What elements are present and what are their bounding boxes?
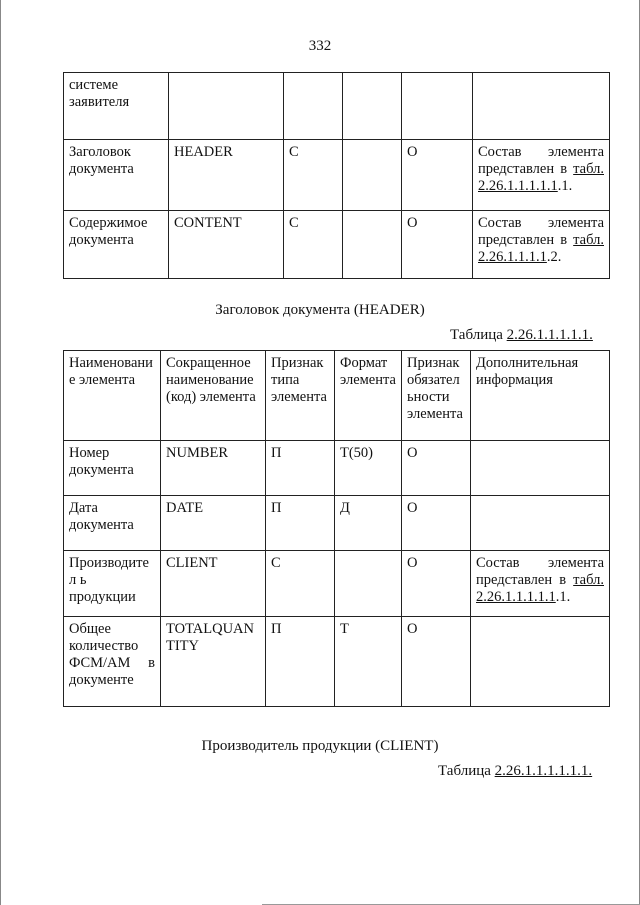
- table-row: [64, 551, 610, 617]
- element-code-cell: DATE: [161, 496, 266, 551]
- table-row: [64, 617, 610, 707]
- caption-ref: 2.26.1.1.1.1.1.1.: [494, 763, 593, 779]
- element-name-cell: системе заявителя: [64, 73, 169, 140]
- continuation-table: [63, 72, 610, 279]
- caption-prefix: Таблица: [450, 327, 507, 343]
- element-type-cell: [284, 73, 343, 140]
- element-required-cell: О: [402, 211, 473, 279]
- caption-prefix: Таблица: [438, 763, 495, 779]
- table-reference-link[interactable]: табл. 2.26.1.1.1.1.1: [478, 161, 604, 194]
- header-elements-table: [63, 350, 610, 707]
- column-header: Признак обязател ьности элемента: [402, 351, 471, 441]
- table-caption-header: [450, 327, 593, 344]
- element-required-cell: О: [402, 617, 471, 707]
- column-header: Формат элемента: [335, 351, 402, 441]
- element-info-cell: [473, 211, 610, 279]
- element-name-cell: Номер документа: [64, 441, 161, 496]
- element-code-cell: NUMBER: [161, 441, 266, 496]
- info-text: Состав элемента представлен в: [478, 144, 604, 177]
- info-suffix: .1.: [555, 589, 571, 605]
- element-info-cell: [471, 496, 610, 551]
- element-format-cell: [343, 73, 402, 140]
- element-type-cell: П: [266, 441, 335, 496]
- table-reference-link[interactable]: табл. 2.26.1.1.1.1.1: [476, 572, 604, 605]
- table-row: [64, 496, 610, 551]
- element-code-cell: [169, 73, 284, 140]
- element-info-cell: [471, 441, 610, 496]
- table-caption-client: [438, 763, 592, 780]
- element-type-cell: С: [266, 551, 335, 617]
- caption-ref: 2.26.1.1.1.1.1.: [506, 327, 593, 343]
- element-type-cell: С: [284, 211, 343, 279]
- page-left-edge: [0, 0, 1, 905]
- info-suffix: .2.: [546, 249, 562, 265]
- info-text: Состав элемента представлен в: [476, 555, 604, 588]
- element-required-cell: О: [402, 441, 471, 496]
- element-code-cell: HEADER: [169, 140, 284, 211]
- element-format-cell: Т(50): [335, 441, 402, 496]
- column-header: Наименовани е элемента: [64, 351, 161, 441]
- table-row: [64, 140, 610, 211]
- section-heading-client: Производитель продукции (CLIENT): [201, 738, 439, 754]
- element-format-cell: Т: [335, 617, 402, 707]
- element-code-cell: CONTENT: [169, 211, 284, 279]
- column-header: Сокращенное наименование (код) элемента: [161, 351, 266, 441]
- page-number: 332: [308, 38, 332, 54]
- element-required-cell: О: [402, 140, 473, 211]
- info-text: Состав элемента представлен в: [478, 215, 604, 248]
- element-info-cell: [473, 140, 610, 211]
- element-info-cell: [471, 617, 610, 707]
- element-format-cell: [335, 551, 402, 617]
- table-header-row: [64, 351, 610, 441]
- info-suffix: .1.: [557, 178, 573, 194]
- element-info-cell: [471, 551, 610, 617]
- table-reference-link[interactable]: табл. 2.26.1.1.1.1: [478, 232, 604, 265]
- element-type-cell: П: [266, 617, 335, 707]
- element-code-cell: CLIENT: [161, 551, 266, 617]
- element-code-cell: TOTALQUAN TITY: [161, 617, 266, 707]
- element-type-cell: П: [266, 496, 335, 551]
- element-format-cell: [343, 211, 402, 279]
- column-header: Признак типа элемента: [266, 351, 335, 441]
- element-required-cell: О: [402, 496, 471, 551]
- element-required-cell: [402, 73, 473, 140]
- element-name-cell: Заголовок документа: [64, 140, 169, 211]
- table-row: [64, 73, 610, 140]
- element-type-cell: С: [284, 140, 343, 211]
- element-info-cell: [473, 73, 610, 140]
- table-row: [64, 211, 610, 279]
- element-name-cell: Производител ь продукции: [64, 551, 161, 617]
- column-header: Дополнительная информация: [471, 351, 610, 441]
- element-name-cell: Дата документа: [64, 496, 161, 551]
- element-format-cell: Д: [335, 496, 402, 551]
- element-format-cell: [343, 140, 402, 211]
- table-row: [64, 441, 610, 496]
- element-required-cell: О: [402, 551, 471, 617]
- section-heading-header: Заголовок документа (HEADER): [215, 302, 425, 318]
- element-name-cell: Содержимое документа: [64, 211, 169, 279]
- element-name-cell: Общее количество ФСМ/АМ в документе: [64, 617, 161, 707]
